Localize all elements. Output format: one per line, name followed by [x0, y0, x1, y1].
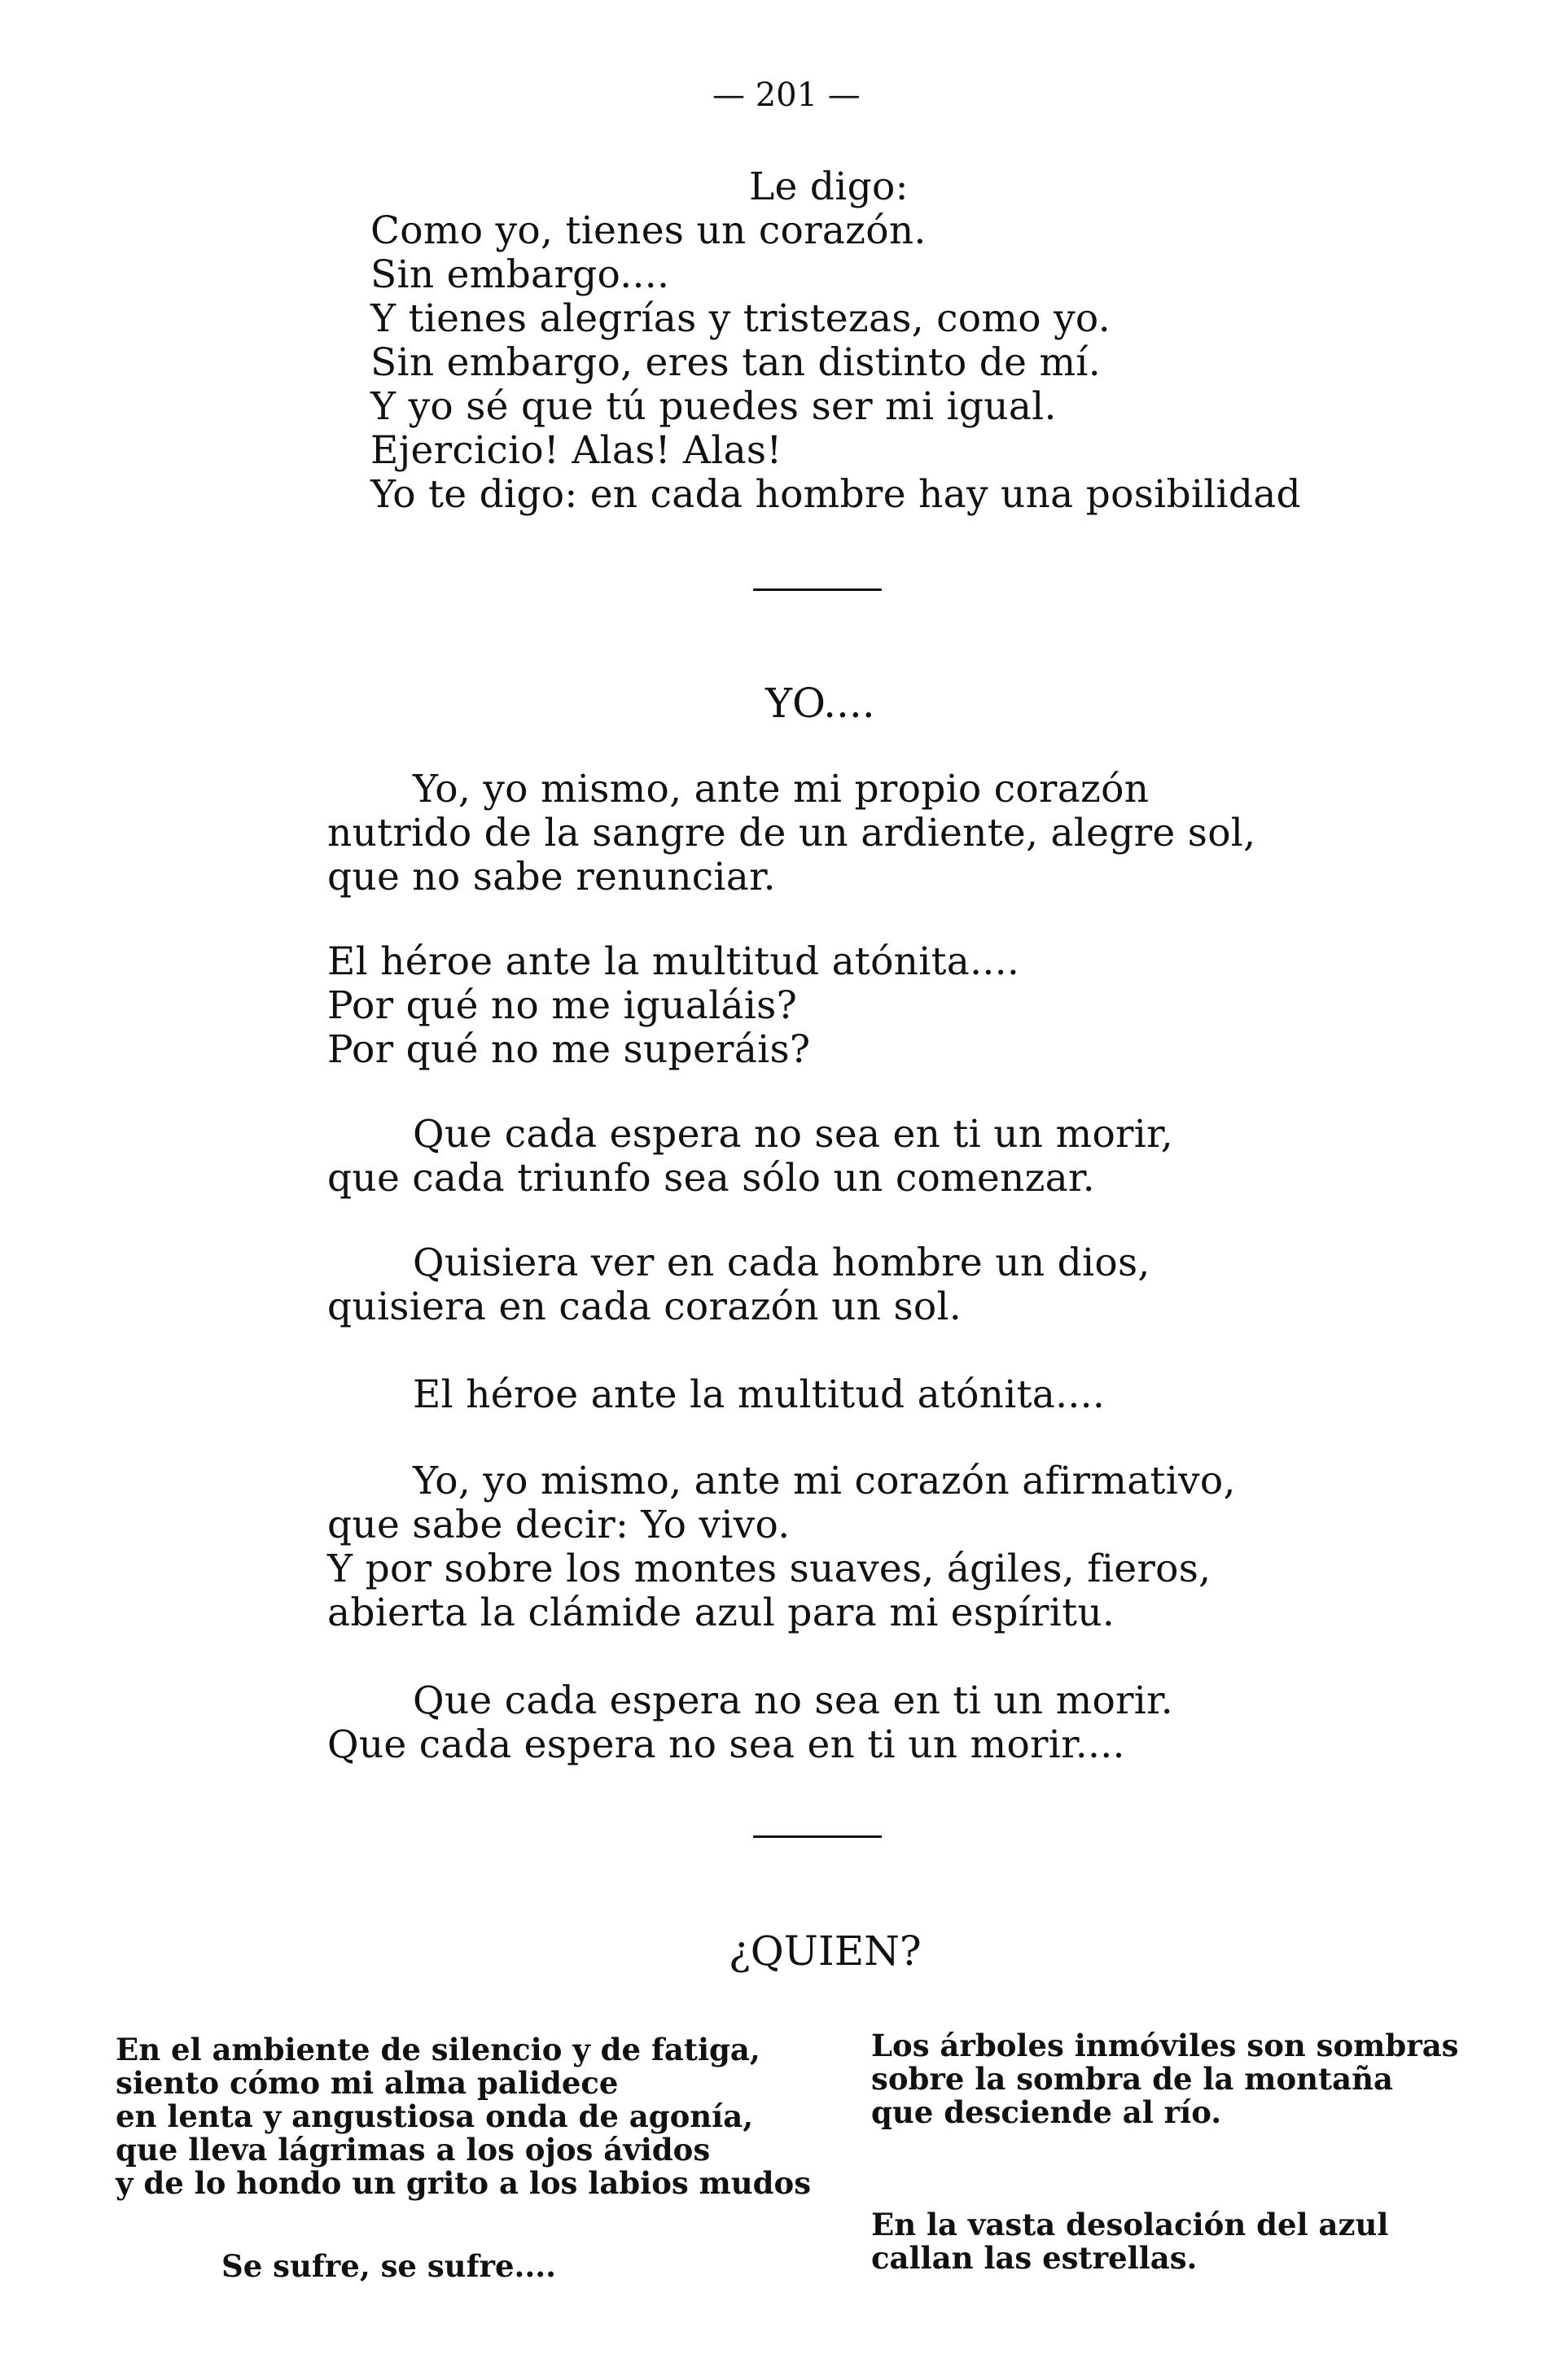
verse-line: Y por sobre los montes suaves, ágiles, fieros, [327, 1547, 1211, 1591]
verse-line: en lenta y angustiosa onda de agonía, [116, 2098, 754, 2134]
verse-line: Por qué no me superáis? [327, 1027, 811, 1072]
verse-line: siento cómo mi alma palidece [116, 2065, 619, 2101]
verse-line: Como yo, tienes un corazón. [370, 208, 927, 253]
poem-title: ¿QUIEN? [729, 1927, 922, 1975]
verse-line: Ejercicio! Alas! Alas! [370, 428, 782, 473]
verse-line: que desciende al río. [871, 2094, 1222, 2130]
verse-line: quisiera en cada corazón un sol. [327, 1284, 962, 1329]
verse-line: Le digo: [749, 164, 909, 209]
verse-line: nutrido de la sangre de un ardiente, alegre sol, [327, 811, 1256, 855]
verse-refrain: Se sufre, se sufre.... [221, 2248, 557, 2284]
verse-line: Yo, yo mismo, ante mi corazón afirmativo, [413, 1459, 1236, 1503]
verse-line: El héroe ante la multitud atónita.... [327, 939, 1020, 984]
verse-line: Que cada espera no sea en ti un morir. [413, 1678, 1173, 1723]
page-number: — 201 — [712, 77, 861, 114]
poem-title: YO.... [765, 680, 875, 727]
verse-line: que sabe decir: Yo vivo. [327, 1503, 791, 1547]
verse-line: que cada triunfo sea sólo un comenzar. [327, 1156, 1095, 1201]
verse-line: En el ambiente de silencio y de fatiga, [116, 2032, 760, 2067]
verse-line: Y tienes alegrías y tristezas, como yo. [370, 296, 1111, 341]
verse-line: Yo, yo mismo, ante mi propio corazón [413, 767, 1150, 812]
verse-line: sobre la sombra de la montaña [871, 2061, 1393, 2097]
verse-line: Quisiera ver en cada hombre un dios, [413, 1240, 1150, 1285]
section-divider [753, 588, 882, 591]
verse-line: Los árboles inmóviles son sombras [871, 2028, 1459, 2063]
verse-line: Sin embargo, eres tan distinto de mí. [370, 340, 1101, 385]
verse-line: Sin embargo.... [370, 252, 670, 297]
verse-line: callan las estrellas. [871, 2240, 1198, 2276]
section-divider [753, 1835, 882, 1838]
verse-line: que no sabe renunciar. [327, 855, 776, 899]
verse-line: En la vasta desolación del azul [871, 2207, 1389, 2242]
verse-line: abierta la clámide azul para mi espíritu. [327, 1590, 1115, 1635]
verse-line: Y yo sé que tú puedes ser mi igual. [370, 384, 1057, 429]
verse-line: Yo te digo: en cada hombre hay una posibilidad [370, 472, 1301, 517]
verse-line: Por qué no me igualáis? [327, 983, 798, 1028]
verse-line: Que cada espera no sea en ti un morir, [413, 1112, 1173, 1157]
verse-line: y de lo hondo un grito a los labios mudos [116, 2165, 812, 2201]
verse-line: que lleva lágrimas a los ojos ávidos [116, 2132, 711, 2168]
verse-line: Que cada espera no sea en ti un morir.... [327, 1722, 1125, 1767]
verse-line: El héroe ante la multitud atónita.... [413, 1372, 1106, 1417]
